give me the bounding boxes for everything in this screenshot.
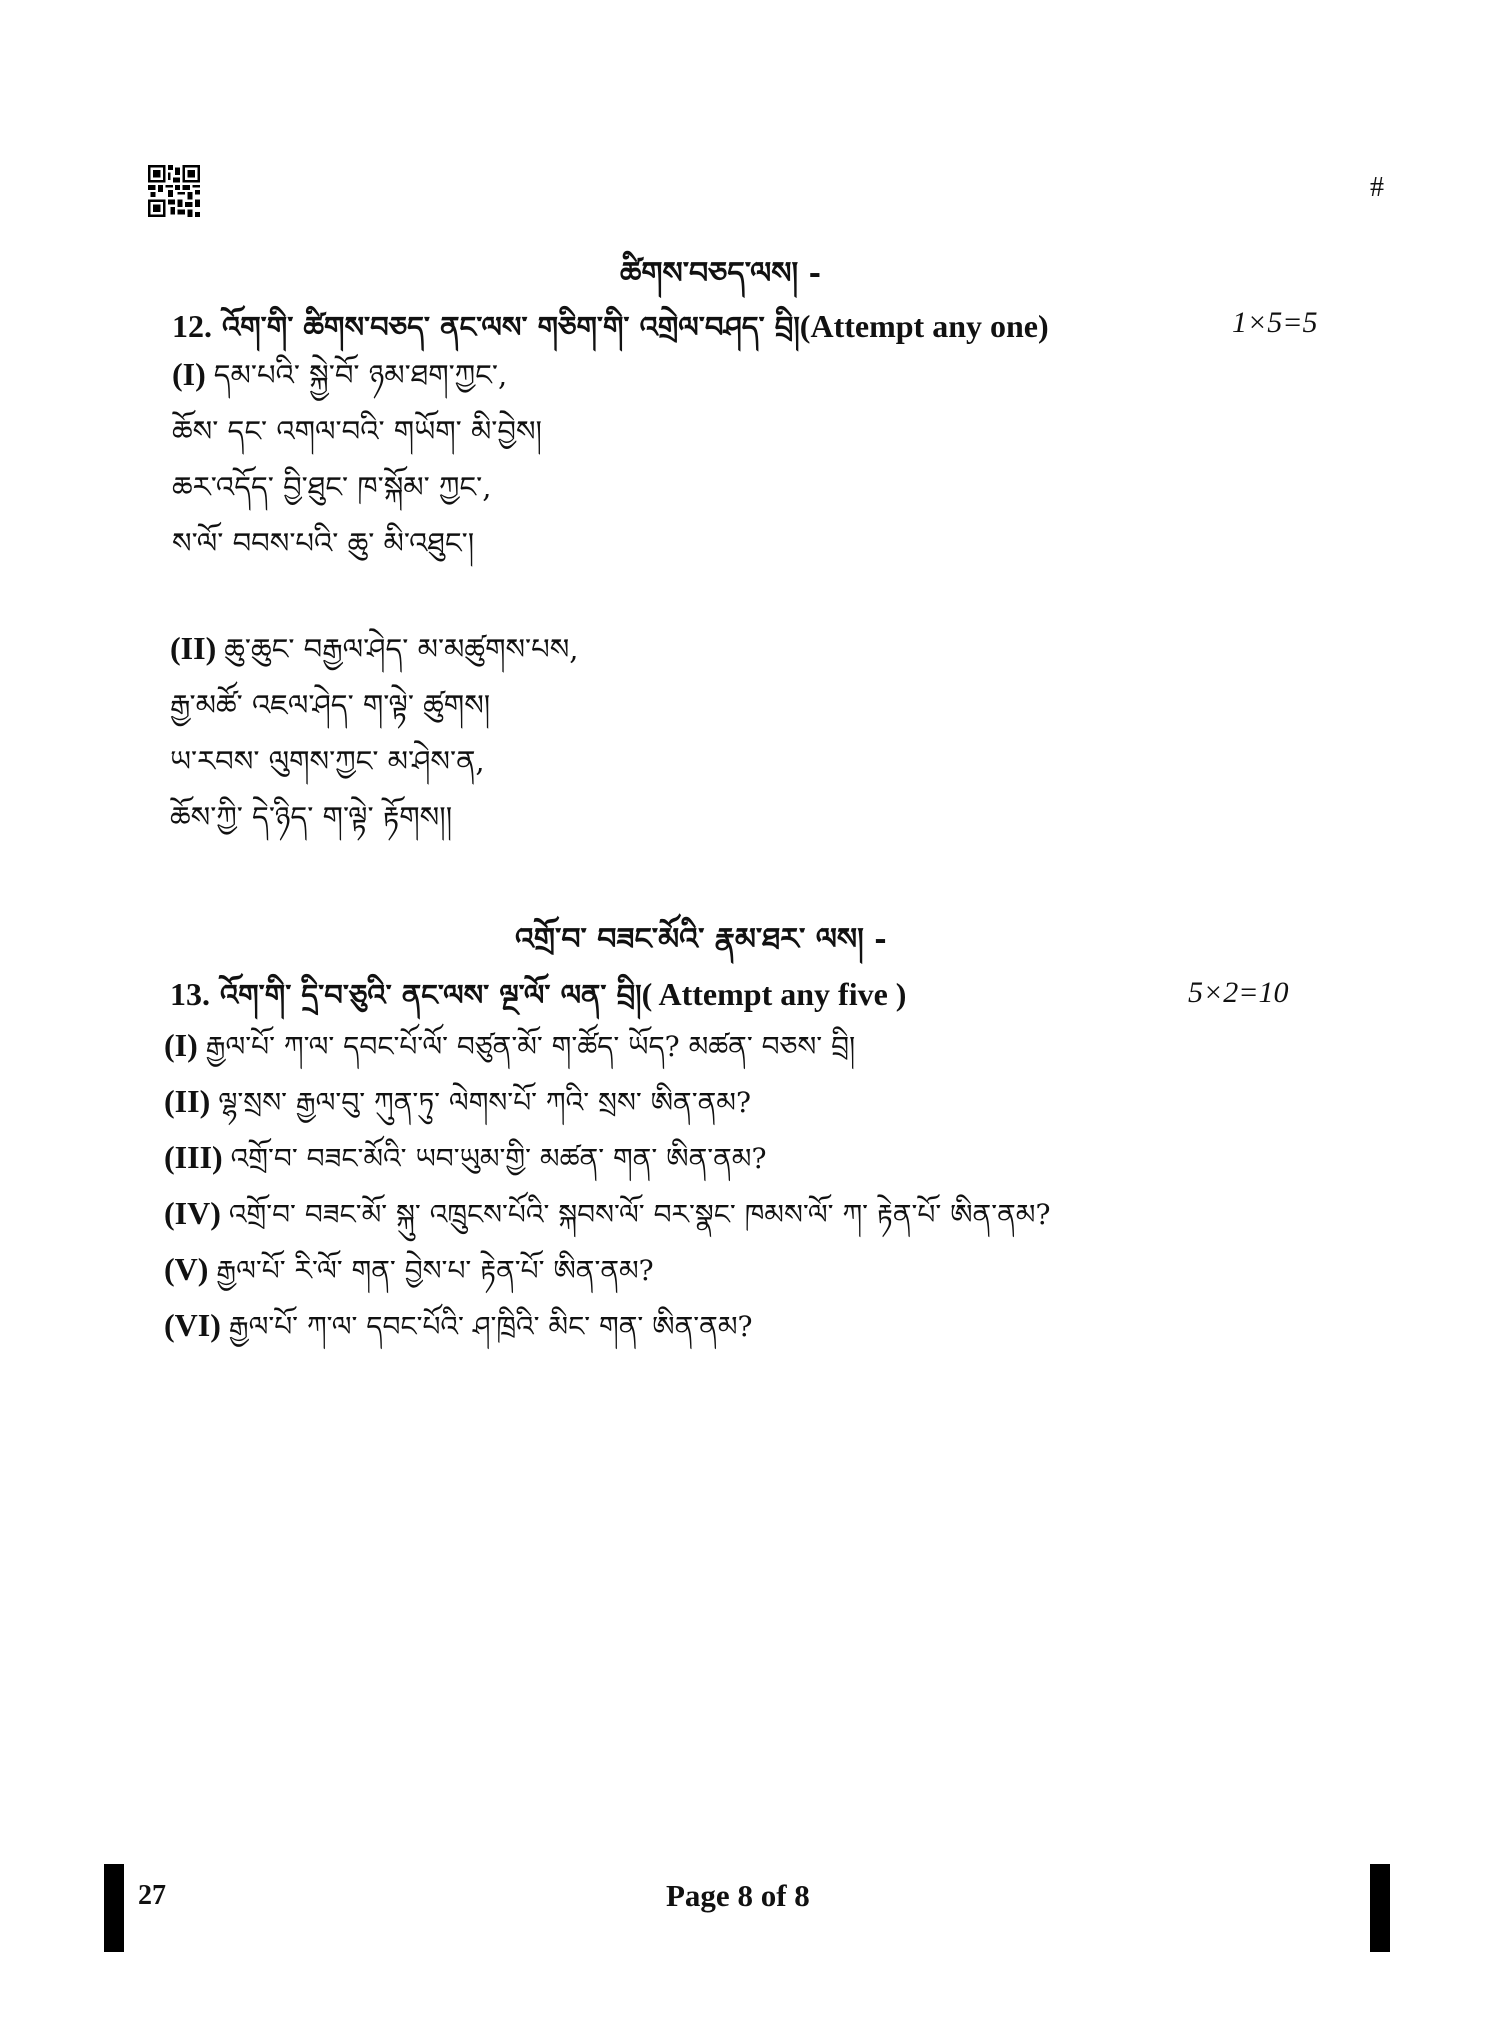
sub-question-label: (IV) <box>164 1195 221 1231</box>
verse-line: ཆོས་ཀྱི་ དེ་ཉིད་ ག་ལྟེ་ རྟོགས།། <box>170 800 453 834</box>
sub-question <box>164 1130 1050 1186</box>
question-marks: 1×5=5 <box>1232 306 1318 339</box>
verse-line: ཆོས་ དང་ འགལ་བའི་ གཡོག་ མི་བྱེས། <box>172 414 542 448</box>
question-text: འོག་གི་ དྲི་བ་ཅུའི་ ནང་ལས་ ལྔ་ལོ་ ལན་ བྲི། <box>220 978 642 1012</box>
verse-line: ཡ་རབས་ ལུགས་ཀྱང་ མ་ཤེས་ན, <box>170 744 485 778</box>
verse-line: ཆར་འདོད་ བྱི་ཐུང་ ཁ་སྐོམ་ ཀྱང་, <box>172 470 492 504</box>
sub-question <box>164 1018 1050 1074</box>
verse-text: དམ་པའི་ སྐྱེ་བོ་ ཉམ་ཐག་ཀྱང་, <box>213 358 508 392</box>
sub-question-text: འགྲོ་བ་ བཟང་མོའི་ ཡབ་ཡུམ་གྱི་ མཚན་ གན་ ཨིན་ནམ? <box>230 1142 767 1175</box>
sub-question-text: འགྲོ་བ་ བཟང་མོ་ སྐུ་ འཁྲུངས་པོའི་ སྐབས་ལོ་ བར་སྣང་ ཁམས་ལོ་ ཀ་ རྟེན་པོ་ ཨིན་ནམ? <box>228 1198 1051 1231</box>
sub-question-label: (II) <box>164 1083 211 1119</box>
question-number: 13. <box>170 976 210 1012</box>
sub-question-text: རྒྱལ་པོ་ ཀ་ལ་ དབང་པོ་ལོ་ བཙུན་མོ་ ག་ཚོད་ ཡོད? མཚན་ བཅས་ བྲི། <box>205 1030 856 1063</box>
sub-question-text: རྒྱལ་པོ་ རི་ལོ་ གན་ བྱེས་པ་ རྟེན་པོ་ ཨིན་ནམ? <box>216 1254 654 1287</box>
passage-label: (II) <box>170 630 217 666</box>
page-number: Page 8 of 8 <box>666 1878 810 1913</box>
passage-label: (I) <box>172 356 206 392</box>
sub-question-label: (III) <box>164 1139 223 1175</box>
section-heading-verses: ཚིགས་བཅད་ལས། - <box>620 256 822 291</box>
qr-code-icon <box>148 165 200 217</box>
verse-line <box>170 620 579 677</box>
sub-question <box>164 1074 1050 1130</box>
question-instruction: (Attempt any one) <box>799 308 1049 344</box>
sub-question-label: (I) <box>164 1027 198 1063</box>
verse-line: རྒྱ་མཚོ་ འཇལ་ཤེད་ ག་ལྟེ་ ཚུགས། <box>170 688 491 722</box>
sub-question-text: རྒྱལ་པོ་ ཀ་ལ་ དབང་པོའི་ ཤ་ཁྲིའི་ མིང་ གན་ ཨིན་ནམ? <box>228 1310 753 1343</box>
sub-question-text: ལྷ་སྲས་ རྒྱལ་བུ་ ཀུན་ཏུ་ ལེགས་པོ་ ཀའི་ སྲས་ ཨིན་ནམ? <box>218 1086 751 1119</box>
question-instruction: ( Attempt any five ) <box>641 976 907 1012</box>
section-heading-biography: འགྲོ་བ་ བཟང་མོའི་ རྣམ་ཐར་ ལས། - <box>515 922 887 957</box>
sub-question <box>164 1242 1050 1298</box>
question-marks: 5×2=10 <box>1188 976 1289 1009</box>
verse-passage <box>172 346 542 571</box>
verse-line: ས་ལོ་ བབས་པའི་ ཆུ་ མི་འཐུང་། <box>172 526 475 560</box>
sub-question <box>164 1298 1050 1354</box>
verse-passage <box>170 620 579 845</box>
question-text: འོག་གི་ ཚིགས་བཅད་ ནང་ལས་ གཅིག་གི་ འགྲེལ་བཤད་ བྲི། <box>222 310 800 344</box>
verse-text: ཆུ་ཆུང་ བརྒྱལ་ཤེད་ མ་མཚུགས་པས, <box>224 632 579 666</box>
footer-bar-right <box>1370 1864 1390 1952</box>
sub-question <box>164 1186 1050 1242</box>
footer-code: 27 <box>138 1880 166 1911</box>
verse-line <box>172 346 542 403</box>
question-number: 12. <box>172 308 212 344</box>
sub-question-label: (VI) <box>164 1307 221 1343</box>
sub-question-list <box>164 1018 1050 1354</box>
sub-question-label: (V) <box>164 1251 209 1287</box>
corner-mark: # <box>1370 172 1384 203</box>
footer-bar-left <box>104 1864 124 1952</box>
